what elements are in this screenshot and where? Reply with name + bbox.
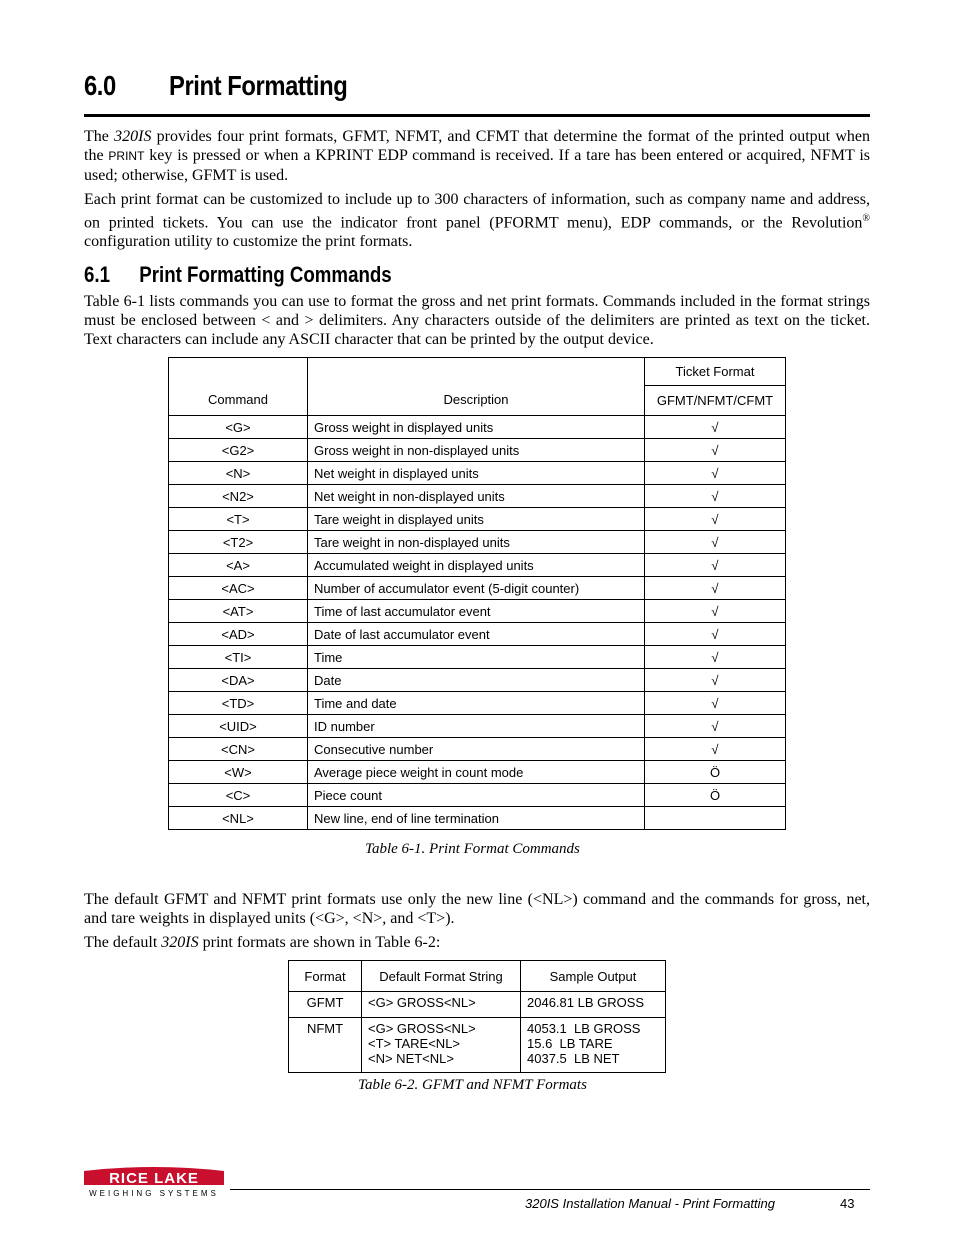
- print-format-commands-table: [168, 357, 786, 830]
- table-row: <AT> Time of last accumulator event √: [169, 600, 786, 623]
- table-row: <T> Tare weight in displayed units √: [169, 508, 786, 531]
- table-row: <W> Average piece weight in count mode Ö: [169, 761, 786, 784]
- header-default-format-string: Default Format String: [362, 961, 521, 992]
- table-row: <UID> ID number √: [169, 715, 786, 738]
- table-row: <N> Net weight in displayed units √: [169, 462, 786, 485]
- table2-caption: Table 6-2. GFMT and NFMT Formats: [358, 1077, 587, 1093]
- header-ticket-format: Ticket Format: [645, 358, 786, 386]
- table-row: <G> Gross weight in displayed units √: [169, 416, 786, 439]
- table-row: <N2> Net weight in non-displayed units √: [169, 485, 786, 508]
- table-row: <TI> Time √: [169, 646, 786, 669]
- rice-lake-logo: RICE LAKE WEIGHING SYSTEMS: [84, 1165, 224, 1205]
- header-formats: GFMT/NFMT/CFMT: [645, 386, 786, 416]
- section-paragraph: Table 6-1 lists commands you can use to format the gross and net print formats. Commands included in the format strings must be enclosed between < and > delimiters. Any characters outside of the delimiters are printed as text on the ticket. Text characters can include any ASCII character that can be printed by the output device.: [84, 293, 870, 348]
- table-row: <T2> Tare weight in non-displayed units √: [169, 531, 786, 554]
- footer-rule: [230, 1189, 870, 1190]
- print-key-label: PRINT: [108, 149, 145, 163]
- table-row: <G2> Gross weight in non-displayed units √: [169, 439, 786, 462]
- header-description: Description: [308, 358, 645, 416]
- intro-paragraph-2: Each print format can be customized to include up to 300 characters of information, such as company name and address, on printed tickets. You can use the indicator front panel (PFORMT menu), EDP commands, or the Revolution® configuration utility to customize the print formats.: [84, 191, 870, 251]
- section-heading: 6.1 Print Formatting Commands: [84, 262, 392, 287]
- header-sample-output: Sample Output: [521, 961, 666, 992]
- table-row: <A> Accumulated weight in displayed units √: [169, 554, 786, 577]
- table-row: <CN> Consecutive number √: [169, 738, 786, 761]
- table-row: <AC> Number of accumulator event (5-digit counter) √: [169, 577, 786, 600]
- footer-text: 320IS Installation Manual - Print Formatting: [525, 1196, 776, 1211]
- table-row: <NL> New line, end of line termination: [169, 807, 786, 830]
- gfmt-nfmt-formats-table: [288, 960, 666, 1073]
- table-row: <TD> Time and date √: [169, 692, 786, 715]
- header-format: Format: [289, 961, 362, 992]
- intro-paragraph-1: The 320IS provides four print formats, GFMT, NFMT, and CFMT that determine the format of the printed output when the PRINT key is pressed or when a KPRINT EDP command is received. If a tare has been entered or acquired, NFMT is used; otherwise, GFMT is used.: [84, 128, 871, 184]
- defaults-paragraph-2: The default 320IS print formats are shown in Table 6-2:: [84, 934, 441, 951]
- section-title: Print Formatting: [169, 70, 348, 101]
- table-row: <AD> Date of last accumulator event √: [169, 623, 786, 646]
- title-rule: [84, 114, 870, 117]
- table-row: <C> Piece count Ö: [169, 784, 786, 807]
- page-number: 43: [840, 1196, 855, 1211]
- defaults-paragraph: The default GFMT and NFMT print formats use only the new line (<NL>) command and the commands for gross, net, and tare weights in displayed units (<G>, <N>, and <T>).: [84, 891, 870, 927]
- section-number: 6.0: [84, 70, 116, 101]
- header-command: Command: [169, 358, 308, 416]
- table-row: NFMT <G> GROSS<NL> <T> TARE<NL> <N> NET<NL> 4053.1 LB GROSS 15.6 LB TARE 4037.5 LB NET: [289, 1018, 666, 1073]
- table-row: <DA> Date √: [169, 669, 786, 692]
- page-title: [84, 70, 347, 102]
- table1-caption: Table 6-1. Print Format Commands: [365, 841, 580, 857]
- table-row: GFMT <G> GROSS<NL> 2046.81 LB GROSS: [289, 992, 666, 1018]
